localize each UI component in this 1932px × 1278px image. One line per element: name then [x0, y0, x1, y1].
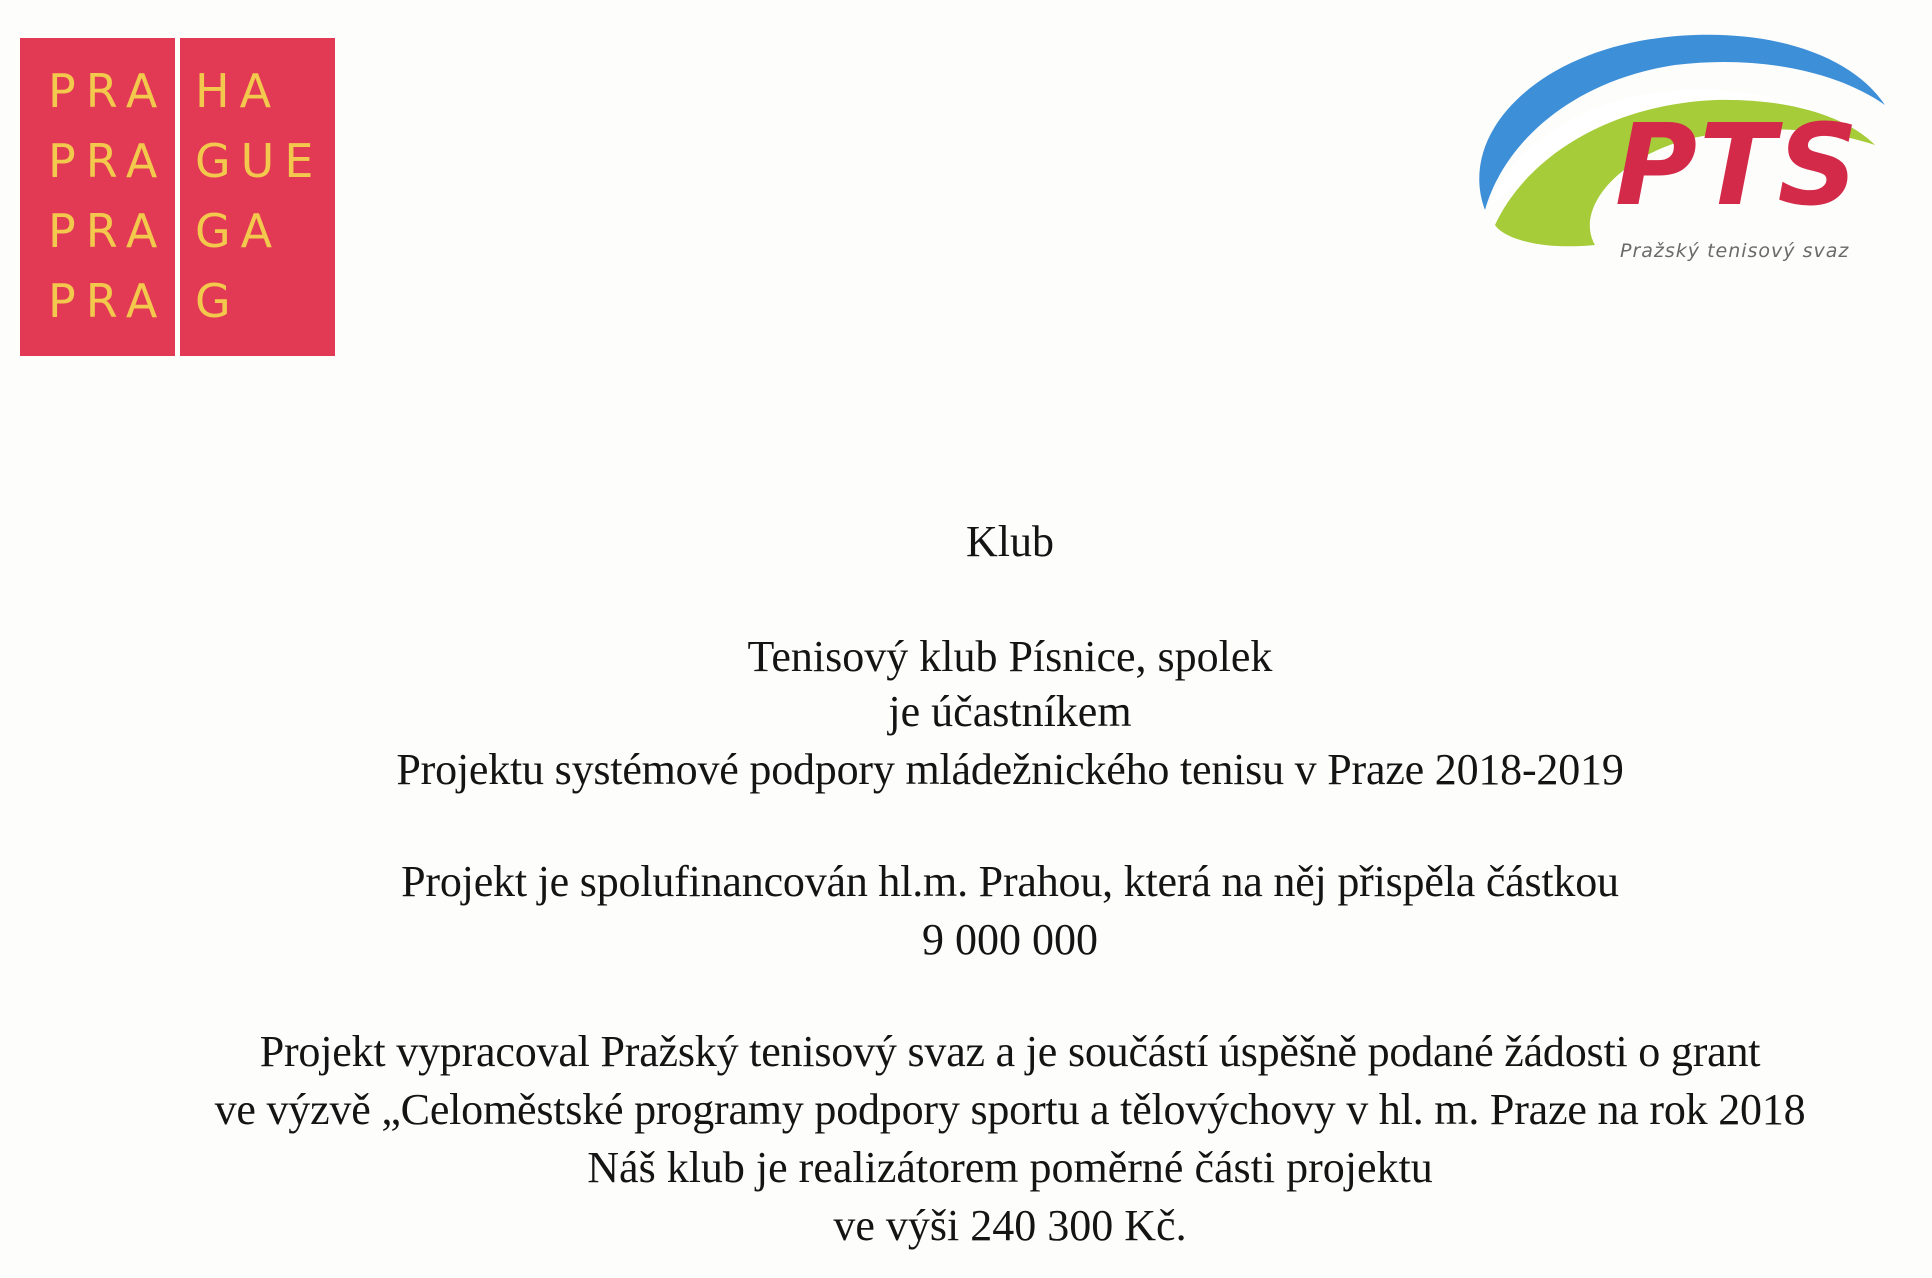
praha-logo-text: PRA	[48, 134, 168, 188]
praha-logo	[20, 38, 335, 356]
praha-logo-text: G	[195, 274, 241, 328]
paragraph-line: ve výši 240 300 Kč.	[833, 1201, 1187, 1250]
praha-logo-text: PRA	[48, 274, 168, 328]
pts-logo-subtitle: Pražský tenisový svaz	[1620, 240, 1850, 262]
cofinancing-text: Projekt je spolufinancován hl.m. Prahou, která na něj přispěla částkou	[401, 857, 1619, 906]
heading: Klub	[966, 517, 1054, 566]
praha-logo-text: PRA	[48, 204, 168, 258]
praha-logo-text: HA	[195, 64, 282, 118]
club-name: Tenisový klub Písnice, spolek	[747, 632, 1273, 681]
pts-logo	[1455, 10, 1895, 270]
participant-text: je účastníkem	[888, 687, 1132, 736]
praha-logo-text: PRA	[48, 64, 168, 118]
paragraph-line: Náš klub je realizátorem poměrné části projektu	[587, 1143, 1433, 1192]
paragraph-line: Projekt vypracoval Pražský tenisový svaz a je součástí úspěšně podané žádosti o grant	[259, 1027, 1761, 1076]
paragraph-line: ve výzvě „Celoměstské programy podpory sportu a tělovýchovy v hl. m. Praze na rok 2018	[214, 1085, 1806, 1134]
praha-logo-text: GUE	[195, 134, 324, 188]
amount: 9 000 000	[922, 915, 1098, 964]
project-name: Projektu systémové podpory mládežnického tenisu v Praze 2018-2019	[396, 745, 1624, 794]
pts-logo-title: PTS	[1615, 101, 1861, 231]
praha-logo-text: GA	[195, 204, 283, 258]
